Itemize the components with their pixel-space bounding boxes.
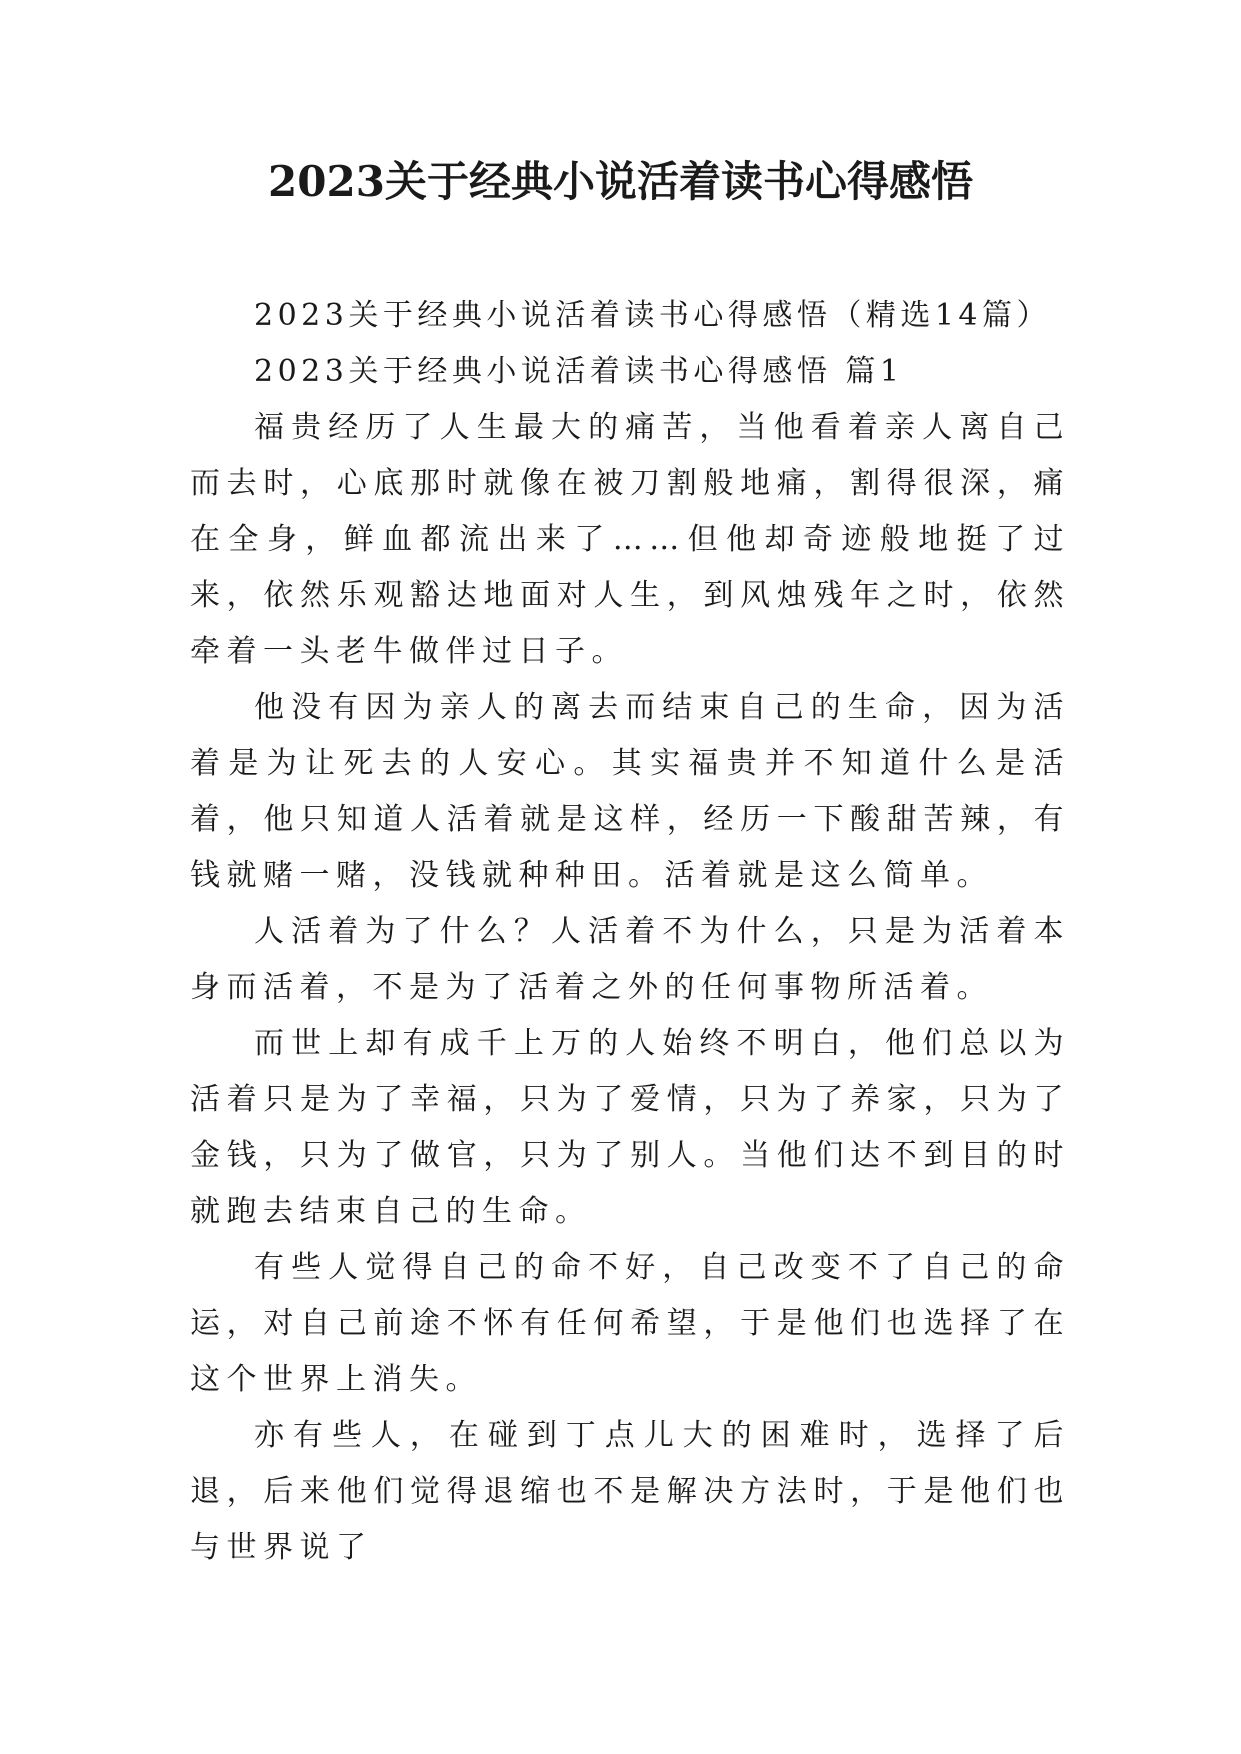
document-subtitle: 2023关于经典小说活着读书心得感悟（精选14篇）	[254, 298, 1052, 333]
document-title: 2023关于经典小说活着读书心得感悟	[268, 157, 973, 206]
paragraph-3: 人活着为了什么？人活着不为什么，只是为活着本身而活着，不是为了活着之外的任何事物所活着。	[190, 914, 1070, 1005]
paragraph-4: 而世上却有成千上万的人始终不明白，他们总以为活着只是为了幸福，只为了爱情，只为了养家，只为了金钱，只为了做官，只为了别人。当他们达不到目的时就跑去结束自己的生命。	[190, 1026, 1070, 1229]
paragraph-1: 福贵经历了人生最大的痛苦，当他看着亲人离自己而去时，心底那时就像在被刀割般地痛，割得很深，痛在全身，鲜血都流出来了……但他却奇迹般地挺了过来，依然乐观豁达地面对人生，到风烛残年之时，依然牵着一头老牛做伴过日子。	[190, 410, 1070, 669]
paragraph-5: 有些人觉得自己的命不好，自己改变不了自己的命运，对自己前途不怀有任何希望，于是他们也选择了在这个世界上消失。	[190, 1250, 1070, 1397]
document-body	[190, 288, 1070, 1576]
paragraph-6: 亦有些人，在碰到丁点儿大的困难时，选择了后退，后来他们觉得退缩也不是解决方法时，于是他们也与世界说了	[190, 1418, 1070, 1565]
paragraph-2: 他没有因为亲人的离去而结束自己的生命，因为活着是为让死去的人安心。其实福贵并不知道什么是活着，他只知道人活着就是这样，经历一下酸甜苦辣，有钱就赌一赌，没钱就种种田。活着就是这么简单。	[190, 690, 1070, 893]
section-heading: 2023关于经典小说活着读书心得感悟 篇1	[254, 354, 904, 389]
